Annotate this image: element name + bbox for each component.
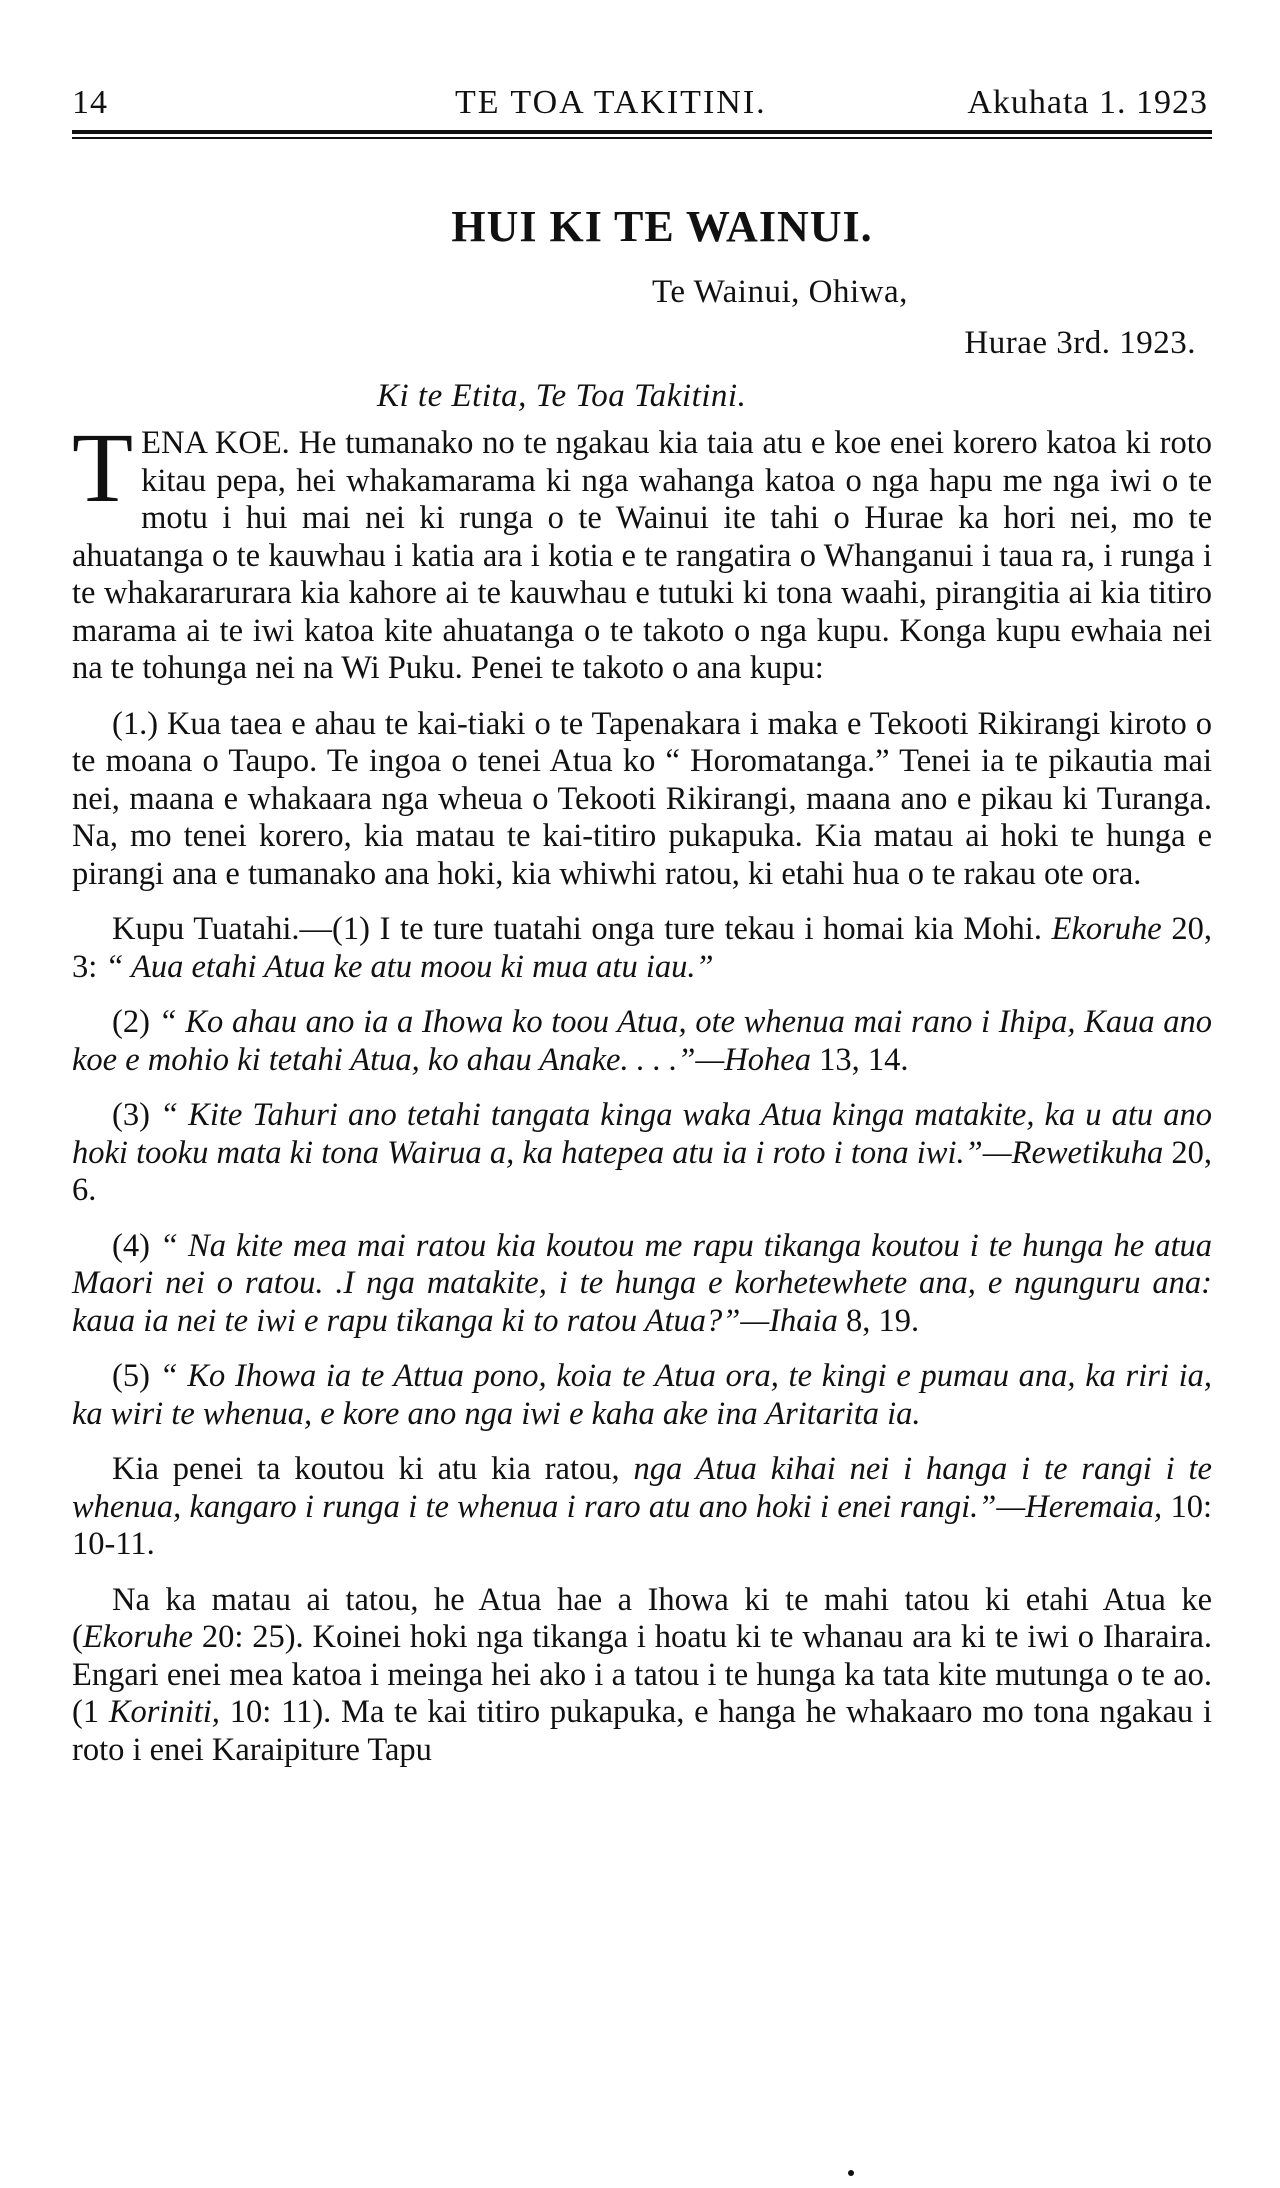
kupu-2-ref: 13, 14. — [810, 1041, 909, 1078]
na-ka-matau-ref-2: Koriniti, — [108, 1694, 220, 1730]
kupu-3-num: (3) — [112, 1097, 160, 1133]
letter-date: Hurae 3rd. 1923. — [964, 325, 1196, 361]
paragraph-kupu-5 — [72, 1358, 1212, 1433]
article-headline: HUI KI TE WAINUI. — [451, 202, 873, 251]
kia-penei-ref: 10: 10-11. — [72, 1488, 1212, 1562]
kupu-4-ref: 8, 19. — [837, 1302, 920, 1339]
paragraph-1: (1.) Kua taea e ahau te kai-tiaki o te Tapenakara i maka e Tekooti Rikirangi kiroto o te moana o Taupo. Te ingoa o tenei Atua ko “ Horomatanga.” Tenei ia te pikautia mai nei, maana e whakaara nga wheua o Tekooti Rikirangi, maana ano e pikau ki Turanga. Na, mo tenei korero, kia matau te kai-titiro pukapuka. Kia matau ai hoki te hunga e pirangi ana e tumanako ana hoki, kia whiwhi ratou, ki etahi hua o te rakau ote ora. — [72, 705, 1212, 892]
page-bottom-mark — [848, 2170, 854, 2176]
intro-text: ENA KOE. He tumanako no te ngakau kia taia atu e koe enei korero katoa ki roto kitau pepa, hei whakamarama ki nga wahanga katoa o nga hapu me nga iwi o te motu i hui mai nei ki runga o te Wainui ite tahi o Hurae ka hori nei, mo te ahuatanga o te kauwhau i katia ara i kotia e te rangatira o Whanganui i taua ra, i runga i te whakararurara kia kahore ai te kauwhau e tutuki ki tona waahi, pirangitia ai kia titiro marama ai te iwi katoa kite ahuatanga o te takoto o nga kupu. Konga kupu ewhaia nei na te tohunga nei na Wi Puku. Penei te takoto o ana kupu: — [72, 425, 1212, 686]
kupu-1-refnum: 20, 3: — [72, 911, 1212, 985]
page-header — [72, 70, 1212, 122]
kupu-2-num: (2) — [112, 1004, 159, 1040]
na-ka-matau-text-1: Na ka matau ai tatou, he Atua hae a Ihowa ki te mahi tatou ki etahi Atua ke ( — [72, 1581, 1212, 1655]
newspaper-page — [72, 70, 1212, 1769]
kia-penei-lead: Kia penei ta koutou ki atu kia ratou, — [112, 1451, 634, 1487]
page-number: 14 — [72, 84, 108, 121]
paragraph-kupu-1 — [72, 911, 1212, 986]
kupu-1-quote: “ Aua etahi Atua ke atu moou ki mua atu iau.” — [105, 948, 714, 985]
paragraph-kupu-3 — [72, 1097, 1212, 1210]
kia-penei-quote: nga Atua kihai nei i hanga i te rangi i te whenua, kangaro i runga i te whenua i raro atu ano hoki i enei rangi.”—Heremaia, — [72, 1451, 1212, 1525]
kupu-4-num: (4) — [112, 1227, 160, 1264]
intro-paragraph — [72, 412, 1212, 688]
publication-title: TE TOA TAKITINI. — [455, 84, 767, 121]
kupu-1-ref: Ekoruhe — [1051, 911, 1162, 947]
issue-date: Akuhata 1. 1923 — [967, 84, 1208, 121]
paragraph-kia-penei — [72, 1451, 1212, 1564]
kupu-4-quote: “ Na kite mea mai ratou kia koutou me rapu tikanga koutou i te hunga he atua Maori nei o ratou. .I nga matakite, i te hunga e korhetewhete ana, e ngunguru ana: kaua ia nei te iwi e rapu tikanga ki to ratou Atua?”—Ihaia — [72, 1227, 1212, 1339]
na-ka-matau-text-2: 20: 25). Koinei hoki nga tikanga i hoatu ki te whanau ara ki te iwi o Iharaira. Engari enei mea katoa i meinga hei ako i a tatou i te hunga ka tata kite mutunga o te ao. (1 — [72, 1619, 1212, 1730]
kupu-3-quote: “ Kite Tahuri ano tetahi tangata kinga waka Atua kinga matakite, ka u atu ano hoki tooku mata ki tona Wairua a, ka hatepea atu ia i roto i tona iwi.”—Rewetikuha — [72, 1097, 1212, 1171]
kupu-5-num: (5) — [112, 1358, 160, 1394]
header-rule-thick — [72, 130, 1212, 134]
letter-salutation: Ki te Etita, Te Toa Takitini. — [377, 378, 747, 414]
kupu-5-quote: “ Ko Ihowa ia te Attua pono, koia te Atua ora, te kingi e pumau ana, ka riri ia, ka wiri te whenua, e kore ano nga iwi e kaha ake ina Aritarita ia. — [72, 1358, 1212, 1432]
paragraph-kupu-2 — [72, 1004, 1212, 1079]
paragraph-kupu-4 — [72, 1228, 1212, 1341]
kupu-2-quote: “ Ko ahau ano ia a Ihowa ko toou Atua, ote whenua mai rano i Ihipa, Kaua ano koe e mohio ki tetahi Atua, ko ahau Anake. . . .”—Hohea — [72, 1004, 1213, 1078]
kupu-1-lead: Kupu Tuatahi.—(1) I te ture tuatahi onga ture tekau i homai kia Mohi. — [112, 911, 1052, 947]
header-rule-thin — [72, 137, 1212, 139]
na-ka-matau-ref-1: Ekoruhe — [82, 1619, 193, 1655]
letter-place: Te Wainui, Ohiwa, — [652, 274, 908, 310]
kupu-3-ref: 20, 6. — [72, 1134, 1213, 1208]
na-ka-matau-text-3: 10: 11). Ma te kai titiro pukapuka, e hanga he whakaaro mo tona ngakau i roto i enei Karaipiture Tapu — [72, 1694, 1212, 1768]
paragraph-na-ka-matau — [72, 1582, 1212, 1770]
drop-cap: T — [72, 412, 134, 523]
